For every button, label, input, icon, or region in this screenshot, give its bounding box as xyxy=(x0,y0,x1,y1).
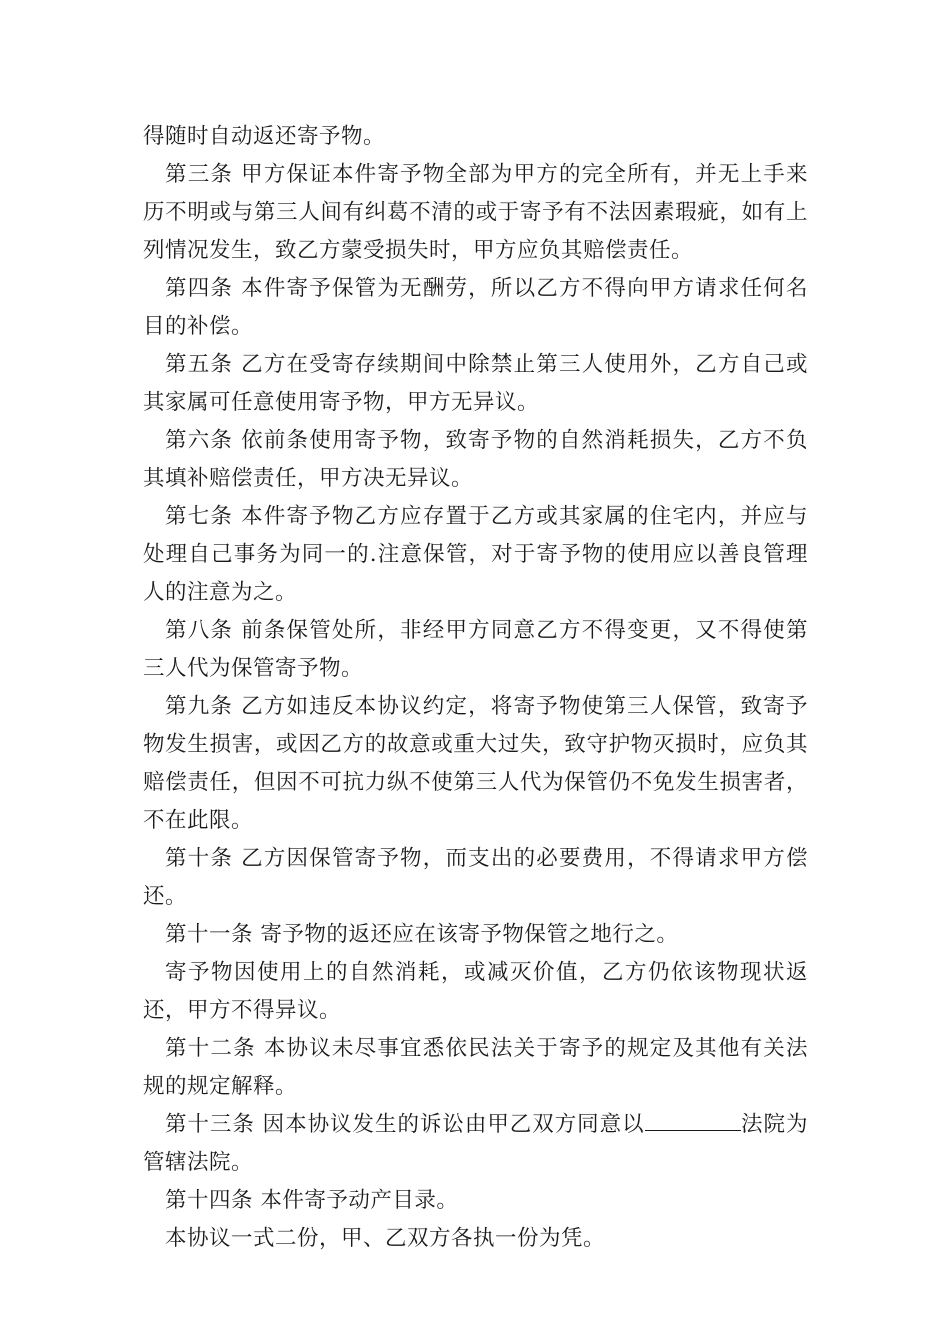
article-13-text-before: 第十三条 因本协议发生的诉讼由甲乙双方同意以 xyxy=(165,1112,645,1137)
article-13 xyxy=(143,1106,808,1182)
article-7: 第七条 本件寄予物乙方应存置于乙方或其家属的住宅内，并应与处理自己事务为同一的.注意保管，对于寄予物的使用应以善良管理人的注意为之。 xyxy=(143,504,808,605)
article-9: 第九条 乙方如违反本协议约定，将寄予物使第三人保管，致寄予物发生损害，或因乙方的故意或重大过失，致守护物灭损时，应负其赔偿责任，但因不可抗力纵不使第三人代为保管仍不免发生损害者，不在此限。 xyxy=(143,694,808,833)
article-14: 第十四条 本件寄予动产目录。 xyxy=(165,1188,459,1213)
article-13-text-after: 法院为管辖法院。 xyxy=(143,1112,808,1175)
document-body xyxy=(143,118,808,1258)
closing-statement: 本协议一式二份，甲、乙双方各执一份为凭。 xyxy=(165,1226,606,1251)
article-4: 第四条 本件寄予保管为无酬劳，所以乙方不得向甲方请求任何名目的补偿。 xyxy=(143,276,808,339)
article-5: 第五条 乙方在受寄存续期间中除禁止第三人使用外，乙方自己或其家属可任意使用寄予物，甲方无异议。 xyxy=(143,352,808,415)
article-8: 第八条 前条保管处所，非经甲方同意乙方不得变更，又不得使第三人代为保管寄予物。 xyxy=(143,618,808,681)
court-name-blank xyxy=(645,1110,741,1131)
article-11: 第十一条 寄予物的返还应在该寄予物保管之地行之。 xyxy=(165,922,679,947)
article-3: 第三条 甲方保证本件寄予物全部为甲方的完全所有，并无上手来历不明或与第三人间有纠葛不清的或于寄予有不法因素瑕疵，如有上列情况发生，致乙方蒙受损失时，甲方应负其赔偿责任。 xyxy=(143,162,808,263)
paragraph-continuation: 得随时自动返还寄予物。 xyxy=(143,124,386,149)
article-12: 第十二条 本协议未尽事宜悉依民法关于寄予的规定及其他有关法规的规定解释。 xyxy=(143,1036,808,1099)
article-11-continued: 寄予物因使用上的自然消耗，或减灭价值，乙方仍依该物现状返还，甲方不得异议。 xyxy=(143,960,808,1023)
article-6: 第六条 依前条使用寄予物，致寄予物的自然消耗损失，乙方不负其填补赔偿责任，甲方决无异议。 xyxy=(143,428,808,491)
article-10: 第十条 乙方因保管寄予物，而支出的必要费用，不得请求甲方偿还。 xyxy=(143,846,808,909)
